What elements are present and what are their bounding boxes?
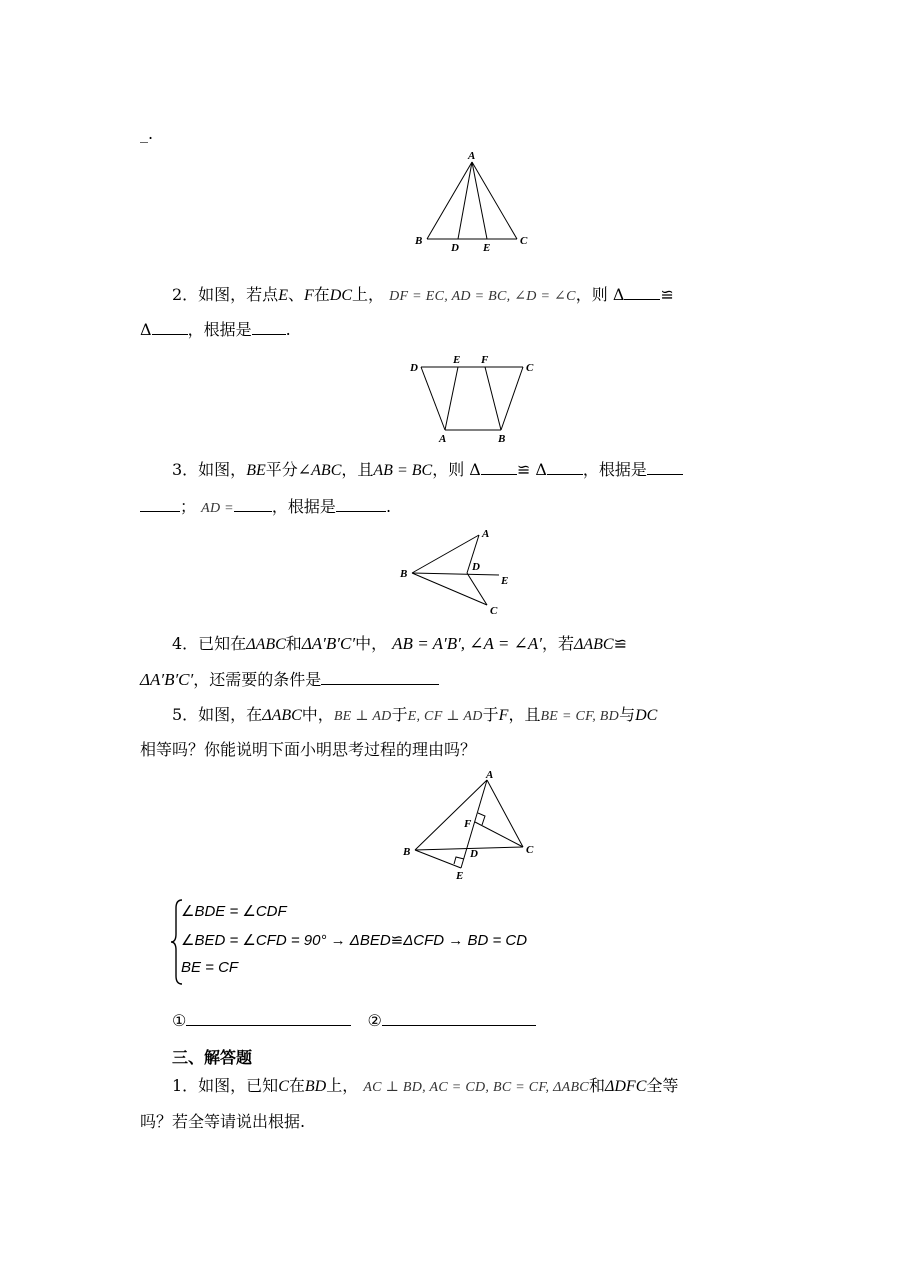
fig1-label-C: C xyxy=(520,235,528,247)
fig2-label-A: A xyxy=(439,433,447,445)
q4-cong-symbol: ≌ xyxy=(613,634,627,653)
reason-blank-2[interactable] xyxy=(382,1011,536,1026)
q3-tri-symbol-2: Δ xyxy=(535,460,547,479)
q5-with: 与 xyxy=(619,705,636,724)
q4-tri-prime-2: ΔA′B′C′ xyxy=(140,670,194,689)
q5-at-2: 于 xyxy=(482,705,499,724)
q2-condition: DF = EC, AD = BC, ∠D = ∠C xyxy=(389,289,576,304)
p1-on: 在 xyxy=(288,1076,305,1095)
fig5-label-C: C xyxy=(526,844,534,856)
fig3-label-B: B xyxy=(400,568,408,580)
q3-num: 3．如图， xyxy=(172,460,247,479)
q4-if: ，若 xyxy=(541,634,574,653)
fig2-label-B: B xyxy=(498,433,506,445)
p1-C: C xyxy=(278,1078,289,1095)
q3-angle: ∠ABC xyxy=(297,462,342,479)
q5-line2: 相等吗？你能说明下面小明思考过程的理由吗？ xyxy=(140,740,477,759)
q5-cond-2: E, CF ⊥ AD xyxy=(407,709,483,724)
blank-marker-2: ② xyxy=(367,1011,382,1030)
fig2-label-F: F xyxy=(481,354,489,366)
p1-and: 和 xyxy=(588,1076,605,1095)
p1-BD: BD xyxy=(304,1078,327,1095)
q2-DC: DC xyxy=(329,287,353,304)
fig5-label-F: F xyxy=(464,818,472,830)
q5-DC: DC xyxy=(635,707,658,724)
fig5-label-E: E xyxy=(456,870,464,882)
q2-end: . xyxy=(285,320,291,339)
p1-up: 上， xyxy=(326,1076,359,1095)
q3-blank-6[interactable] xyxy=(336,497,386,512)
fig2-label-D: D xyxy=(410,362,418,374)
q4-blank[interactable] xyxy=(321,670,439,685)
q2-blank-3[interactable] xyxy=(252,320,286,335)
q2-tri-symbol-2: Δ xyxy=(140,320,152,339)
p1-cong: 全等 xyxy=(646,1076,679,1095)
q3-cong-symbol: ≌ xyxy=(516,460,531,479)
q5-cond-1: BE ⊥ AD xyxy=(333,709,392,724)
q2-then: ，则 xyxy=(575,285,608,304)
p1-tri-DFC: ΔDFC xyxy=(604,1078,647,1095)
q3-eq: AB = BC xyxy=(373,462,433,479)
reasoning-line-3: BE = CF xyxy=(181,959,239,976)
q2-line2 xyxy=(140,320,291,340)
q2-cong-symbol: ≌ xyxy=(660,285,674,304)
fig5-label-A: A xyxy=(486,769,494,781)
figure-3-bisector xyxy=(395,525,520,620)
q4-tri-ABC: ΔABC xyxy=(246,636,286,653)
q5-tri: ΔABC xyxy=(262,707,302,724)
q3-blank-5[interactable] xyxy=(234,497,272,512)
q2-line1 xyxy=(172,285,674,307)
p1-num: 1．如图，已知 xyxy=(172,1076,279,1095)
q3-bisect: 平分 xyxy=(265,460,298,479)
q3-basis: ，根据是 xyxy=(582,460,647,479)
fig5-label-D: D xyxy=(470,848,478,860)
q2-tri-symbol: Δ xyxy=(612,285,625,304)
q5-in: 中， xyxy=(301,705,334,724)
q2-blank-1[interactable] xyxy=(624,285,660,300)
q3-BE: BE xyxy=(246,462,266,479)
fig1-label-B: B xyxy=(415,235,423,247)
q5-F: F xyxy=(498,707,509,724)
reason-blanks xyxy=(172,1011,536,1031)
q2-on: 上， xyxy=(352,285,385,304)
q3-AD: AD = xyxy=(201,501,234,516)
q3-line2 xyxy=(140,497,391,519)
q2-point-F: F xyxy=(303,287,314,304)
q4-num: 4．已知在 xyxy=(172,634,247,653)
fig3-label-A: A xyxy=(482,528,490,540)
fig1-label-A: A xyxy=(468,150,476,162)
fig1-label-E: E xyxy=(483,242,491,254)
q5-and: ，且 xyxy=(508,705,541,724)
fig2-label-E: E xyxy=(453,354,461,366)
q3-then: ，则 xyxy=(432,460,465,479)
q5-line1 xyxy=(172,705,657,727)
q4-need: ，还需要的条件是 xyxy=(193,670,322,689)
q3-blank-2[interactable] xyxy=(547,460,583,475)
q3-end: . xyxy=(385,497,392,516)
section-heading: 三、解答题 xyxy=(172,1048,253,1067)
reason-blank-1[interactable] xyxy=(186,1011,351,1026)
q3-blank-3[interactable] xyxy=(647,460,683,475)
q3-and: ，且 xyxy=(341,460,374,479)
q2-num: 2．如图，若点 xyxy=(172,285,279,304)
fig2-label-C: C xyxy=(526,362,534,374)
q3-line1 xyxy=(172,460,683,481)
q3-basis-2: ，根据是 xyxy=(271,497,336,516)
reasoning-line-2: ∠BED = ∠CFD = 90° → ΔBED≌ΔCFD → BD = CD xyxy=(181,932,528,949)
q2-basis: ，根据是 xyxy=(187,320,252,339)
fig3-label-E: E xyxy=(501,575,509,587)
figure-1-triangle xyxy=(405,148,535,258)
q5-at: 于 xyxy=(391,705,408,724)
q3-blank-4[interactable] xyxy=(140,497,180,512)
q4-tri-ABC-2: ΔABC xyxy=(573,636,614,653)
p1-line2: 吗？若全等请说出根据. xyxy=(140,1112,306,1131)
q4-condition: AB = A′B′, ∠A = ∠A′ xyxy=(392,634,542,653)
p1-line1 xyxy=(172,1076,678,1098)
q3-tri-symbol: Δ xyxy=(469,460,481,479)
fig3-label-C: C xyxy=(490,605,498,617)
figure-2-trapezoid xyxy=(405,352,540,447)
reasoning-line-1: ∠BDE = ∠CDF xyxy=(181,903,287,920)
top-fragment: _. xyxy=(140,124,154,143)
q3-blank-1[interactable] xyxy=(481,460,517,475)
q2-point-E: E xyxy=(278,287,288,304)
q4-line1 xyxy=(172,634,627,655)
q4-and: 和 xyxy=(285,634,302,653)
q2-blank-2[interactable] xyxy=(152,320,188,335)
q2-sep: 、 xyxy=(287,285,304,304)
q4-in: 中， xyxy=(355,634,388,653)
figure-5-triangle xyxy=(395,765,545,885)
q5-cond-3: BE = CF, BD xyxy=(540,709,620,724)
blank-marker-1: ① xyxy=(172,1011,187,1030)
fig1-label-D: D xyxy=(451,242,459,254)
q5-num: 5．如图，在 xyxy=(172,705,263,724)
p1-condition: AC ⊥ BD, AC = CD, BC = CF, ΔABC xyxy=(363,1080,589,1095)
q4-tri-prime: ΔA′B′C′ xyxy=(301,634,356,653)
fig5-label-B: B xyxy=(403,846,411,858)
q4-line2 xyxy=(140,670,439,690)
fig3-label-D: D xyxy=(472,561,480,573)
q3-semi: ； xyxy=(180,497,197,516)
q2-mid: 在 xyxy=(313,285,330,304)
